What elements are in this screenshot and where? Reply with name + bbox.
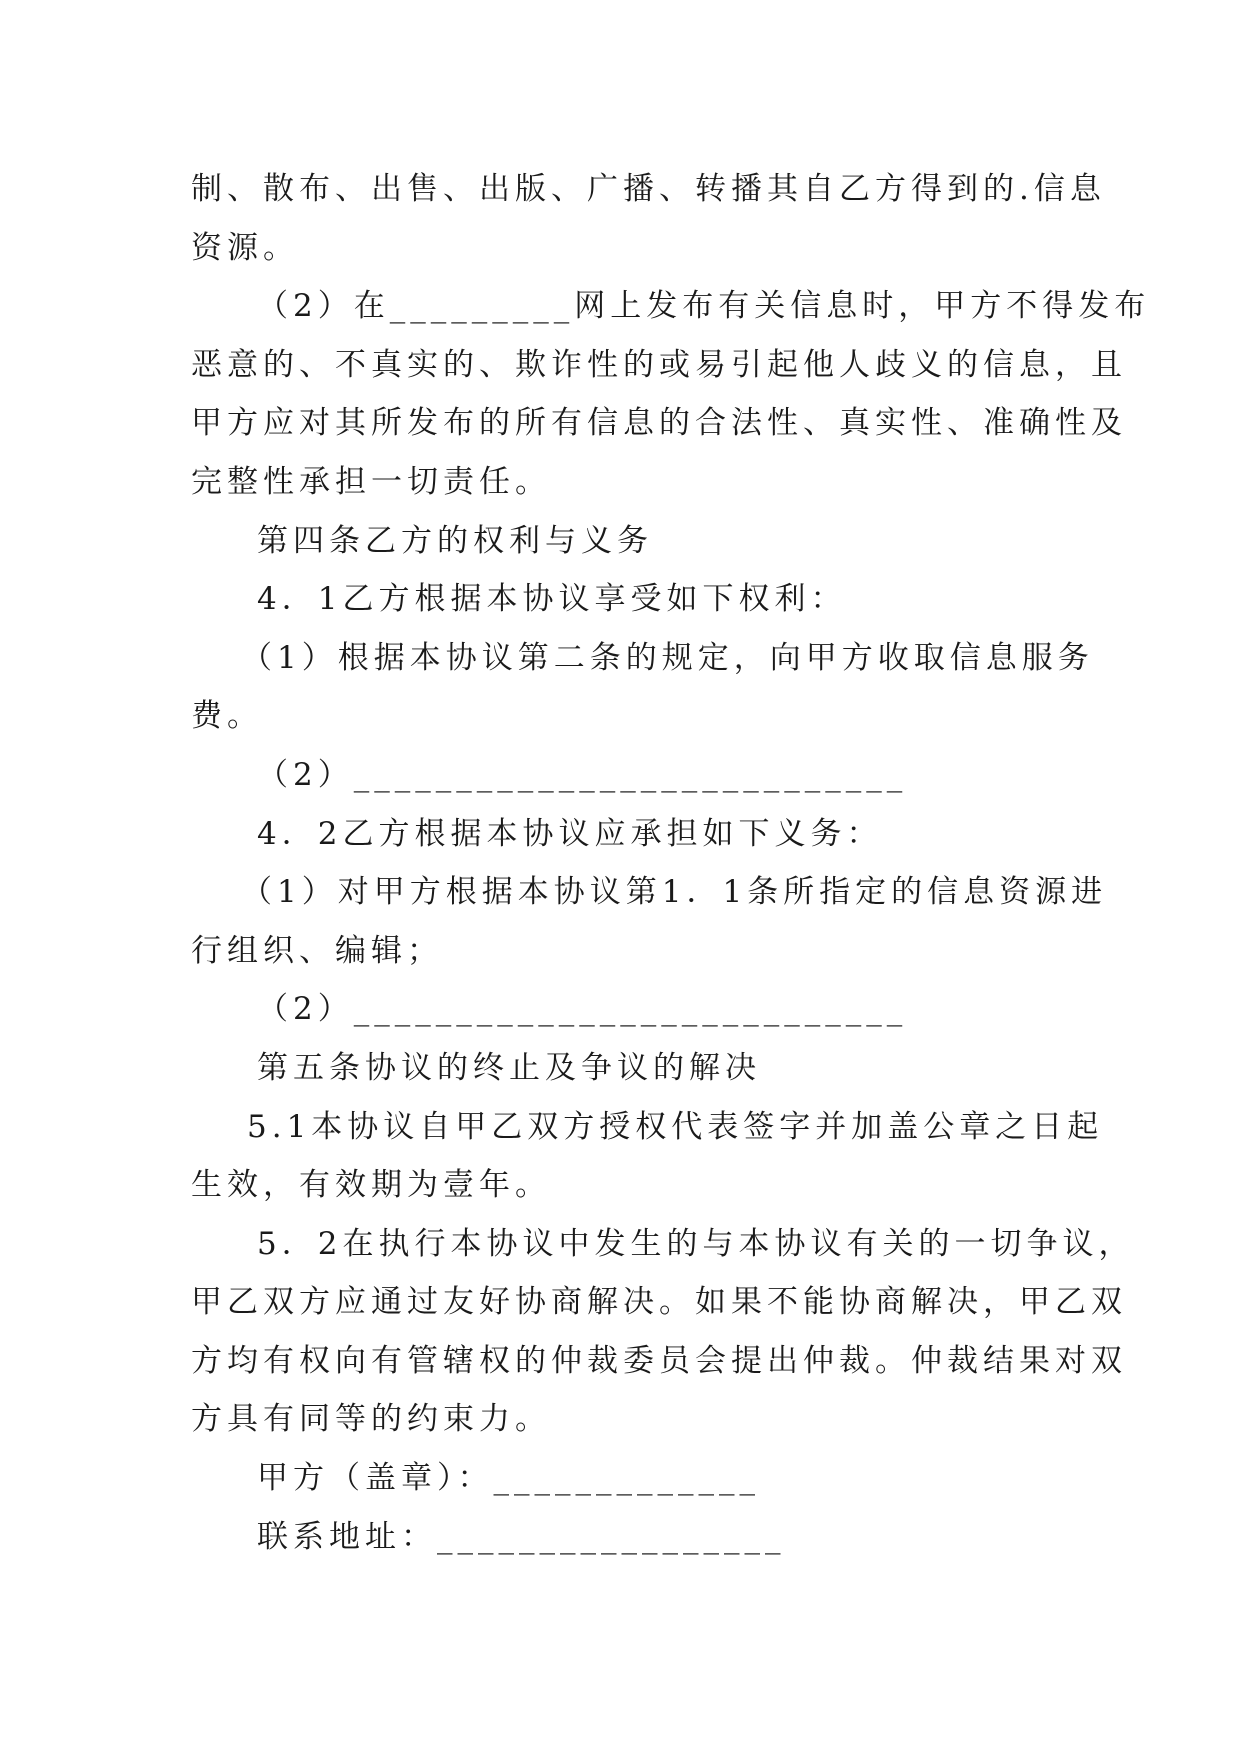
- paragraph-line: 甲乙双方应通过友好协商解决。如果不能协商解决，甲乙双: [191, 1284, 1127, 1321]
- section-heading: 第五条协议的终止及争议的解决: [257, 1049, 761, 1086]
- paragraph-line: 甲方应对其所发布的所有信息的合法性、真实性、准确性及: [191, 405, 1127, 442]
- paragraph-line: 完整性承担一切责任。: [191, 463, 551, 500]
- blank-fill-line: （2）___________________________: [257, 756, 908, 793]
- blank-fill-line: （2）___________________________: [257, 991, 908, 1028]
- paragraph-line: 费。: [191, 698, 263, 735]
- paragraph-line: 5．2在执行本协议中发生的与本协议有关的一切争议，: [257, 1225, 1135, 1262]
- paragraph-line: 5.1本协议自甲乙双方授权代表签字并加盖公章之日起: [247, 1108, 1104, 1145]
- document-body: [191, 160, 1151, 1566]
- party-a-seal-line: 甲方（盖章）：_____________: [257, 1460, 760, 1497]
- section-heading: 第四条乙方的权利与义务: [257, 522, 653, 559]
- paragraph-line: 生效，有效期为壹年。: [191, 1167, 551, 1204]
- contact-address-line: 联系地址：_________________: [257, 1518, 786, 1555]
- clause-heading: 4．1乙方根据本协议享受如下权利：: [257, 581, 847, 618]
- paragraph-line: 方具有同等的约束力。: [191, 1401, 551, 1438]
- paragraph-line: （1）对甲方根据本协议第1．1条所指定的信息资源进: [241, 874, 1108, 911]
- paragraph-line: 行组织、编辑；: [191, 932, 443, 969]
- paragraph-line: 资源。: [191, 229, 299, 266]
- paragraph-line: 制、散布、出售、出版、广播、转播其自乙方得到的.信息: [191, 171, 1106, 207]
- paragraph-line: 方均有权向有管辖权的仲裁委员会提出仲裁。仲裁结果对双: [191, 1342, 1127, 1379]
- paragraph-line: 恶意的、不真实的、欺诈性的或易引起他人歧义的信息，且: [191, 346, 1127, 383]
- clause-heading: 4．2乙方根据本协议应承担如下义务：: [257, 815, 883, 852]
- paragraph-line: （2）在_________网上发布有关信息时，甲方不得发布: [257, 288, 1151, 325]
- paragraph-line: （1）根据本协议第二条的规定，向甲方收取信息服务: [241, 639, 1094, 676]
